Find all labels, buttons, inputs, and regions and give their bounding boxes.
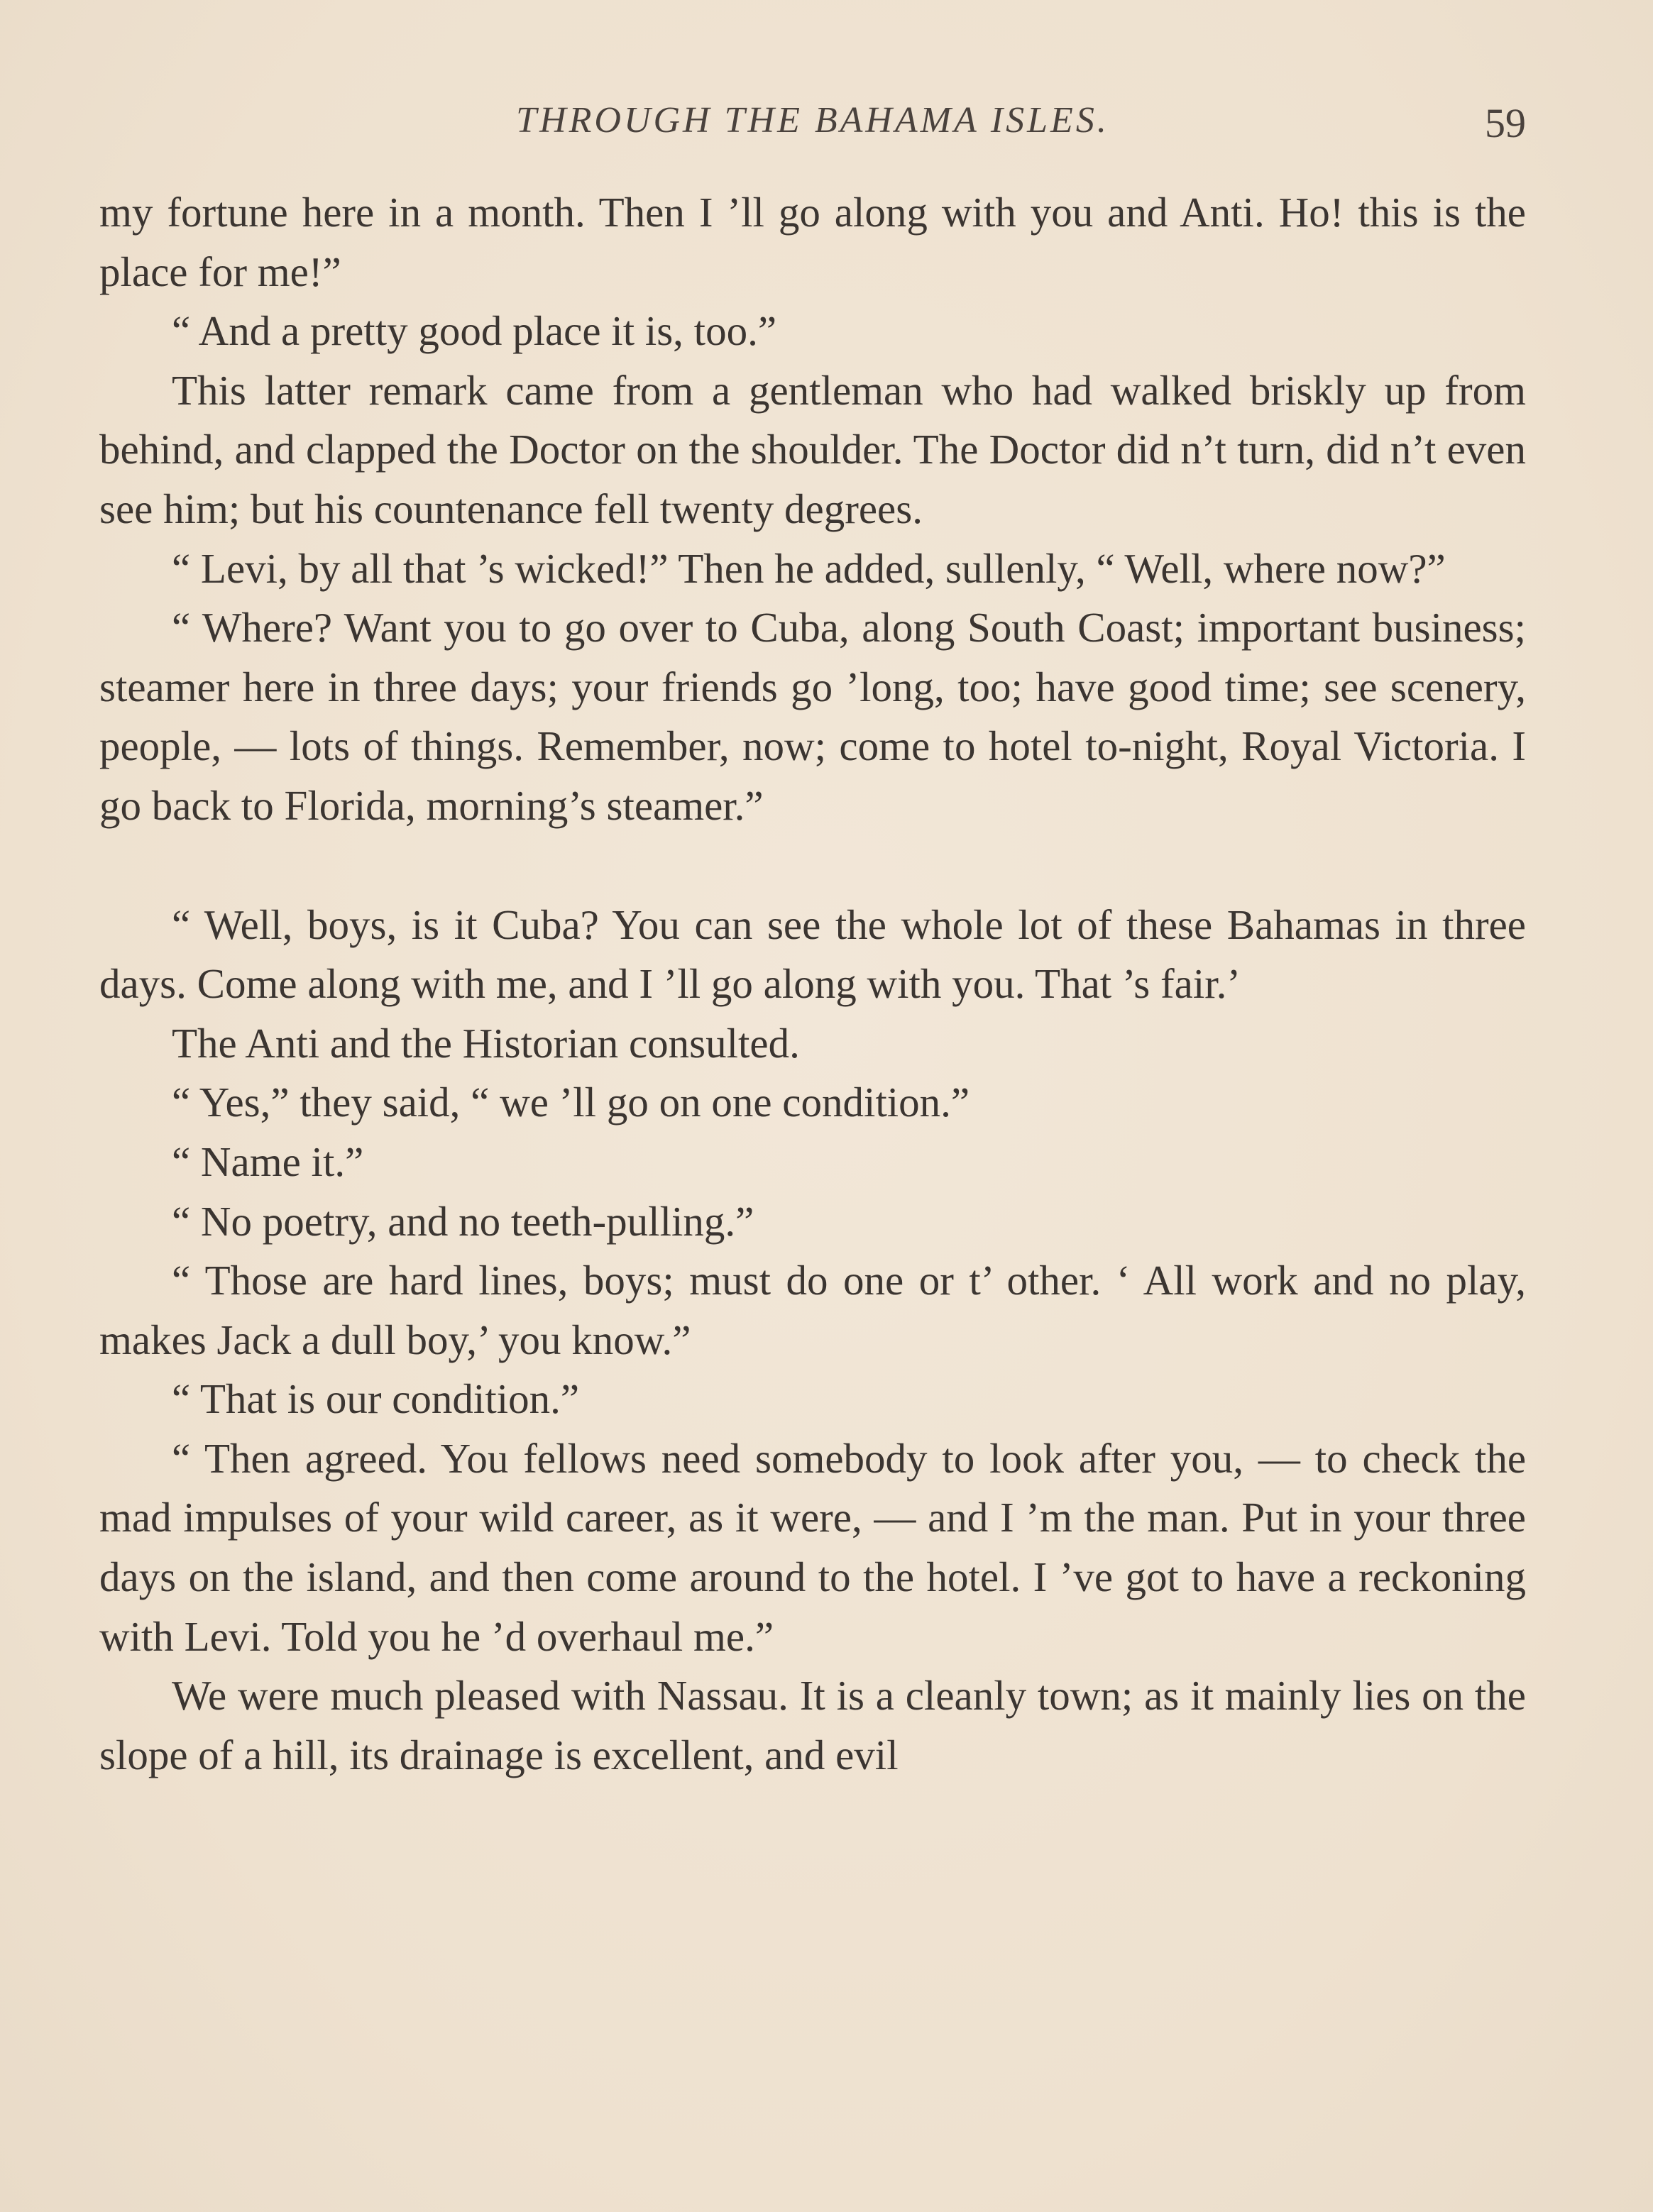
- paragraph: “ Where? Want you to go over to Cuba, along South Coast; important business; steamer here in three days; your friends go ’long, too; have good time; see scenery, people, — lots of things. Remember, now; come to hotel to-night, Royal Victoria. I go back to Florida, morning’s steamer.”: [99, 604, 1526, 829]
- paragraph: “ No poetry, and no teeth-pulling.”: [172, 1197, 754, 1245]
- paragraph: “ Those are hard lines, boys; must do one or t’ other. ‘ All work and no play, makes Jack a dull boy,’ you know.”: [99, 1257, 1526, 1363]
- paragraph: This latter remark came from a gentleman who had walked briskly up from behind, and clapped the Doctor on the shoulder. The Doctor did n’t turn, did n’t even see him; but his countenance fell twenty degrees.: [99, 366, 1526, 532]
- paragraph: “ Then agreed. You fellows need somebody to look after you, — to check the mad impulses of your wild career, as it were, — and I ’m the man. Put in your three days on the island, and then come around to the hotel. I ’ve got to have a reckoning with Levi. Told you he ’d overhaul me.”: [99, 1434, 1526, 1660]
- paragraph: “ Name it.”: [172, 1138, 364, 1185]
- paragraph: “ Well, boys, is it Cuba? You can see the whole lot of these Bahamas in three days. Come along with me, and I ’ll go along with you. That ’s fair.’: [99, 901, 1526, 1008]
- page-number: 59: [1485, 100, 1526, 146]
- section-break: [99, 836, 1526, 896]
- paragraph: my fortune here in a month. Then I ’ll go along with you and Anti. Ho! this is the place for me!”: [99, 189, 1526, 295]
- running-head: THROUGH THE BAHAMA ISLES.: [516, 100, 1109, 141]
- paragraph: “ That is our condition.”: [172, 1375, 580, 1423]
- paragraph: The Anti and the Historian consulted.: [172, 1019, 800, 1067]
- page-header: [99, 99, 1526, 156]
- paragraph: We were much pleased with Nassau. It is a cleanly town; as it mainly lies on the slope of a hill, its drainage is excellent, and evil: [99, 1672, 1526, 1778]
- paragraph: “ And a pretty good place it is, too.”: [172, 307, 777, 355]
- paragraph: “ Yes,” they said, “ we ’ll go on one condition.”: [172, 1079, 970, 1126]
- paragraph: “ Levi, by all that ’s wicked!” Then he added, sullenly, “ Well, where now?”: [172, 544, 1446, 592]
- body-text: [99, 183, 1526, 1785]
